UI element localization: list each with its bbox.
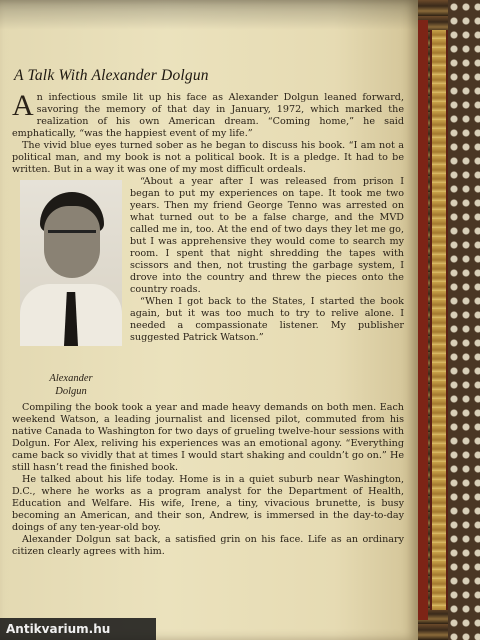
paragraph-2: The vivid blue eyes turned sober as he began to discuss his book. “I am not a political man, and my book is not a political book. It is a pledge. It had to be written. But in a way it was one of my most difficult ordeals. xyxy=(12,140,404,175)
portrait-photo xyxy=(20,180,122,346)
article-title: A Talk With Alexander Dolgun xyxy=(14,67,209,84)
photo-glasses-shape xyxy=(48,230,96,243)
book-edge xyxy=(418,0,480,640)
page-top-shadow xyxy=(0,0,418,30)
caption-line-2: Dolgun xyxy=(55,386,87,397)
photo-caption xyxy=(20,372,122,398)
photo-block xyxy=(20,180,122,398)
book-edge-red-band xyxy=(418,20,428,620)
book-edge-gilt xyxy=(430,30,448,610)
article xyxy=(12,67,404,558)
caption-line-1: Alexander xyxy=(49,373,93,384)
drop-cap: A xyxy=(12,89,34,122)
paragraph-5: Compiling the book took a year and made heavy demands on both men. Each weekend Watson, a leading journalist and licensed pilot, commuted from his native Canada to Washington for two days of grueling twelve-hour sessions with Dolgun. For Alex, reliving his experiences was an emotional agony. “Everything came back so vividly that at times I would start shaking and couldn’t go on.” He still hasn’t read the finished book. xyxy=(12,402,404,473)
book-edge-pattern xyxy=(448,0,480,640)
watermark: Antikvarium.hu xyxy=(0,618,156,640)
paragraph-7: Alexander Dolgun sat back, a satisfied grin on his face. Life as an ordinary citizen clearly agrees with him. xyxy=(12,534,404,557)
paragraph-6: He talked about his life today. Home is in a quiet suburb near Washington, D.C., where he works as a program analyst for the Department of Health, Education and Welfare. His wife, Irene, a tiny, vivacious brunette, is busy becoming an American, and their son, Andrew, is immersed in the day-to-day doings of any ten-year-old boy. xyxy=(12,474,404,533)
paragraph-1-text: n infectious smile lit up his face as Alexander Dolgun leaned forward, savoring the memory of that day in January, 1972, which marked the realization of his own American dream. “Coming home,” he said emphatically, “was the happiest event of my life.” xyxy=(12,92,404,139)
paragraph-3: “About a year after I was released from prison I began to put my experiences on tape. It took me two years. Then my friend George Tenno was arrested on what turned out to be a false charge, and the MVD called me in, too. At the end of two days they let me go, but I was apprehensive they would come to search my room. I spent that night shredding the tapes with scissors and then, not trusting the garbage system, I drove into the country and threw the pieces onto the country roads. xyxy=(130,176,404,295)
paragraph-1 xyxy=(12,89,404,140)
paragraph-4: “When I got back to the States, I started the book again, but it was too much to try to relive alone. I needed a compassionate listener. My publisher suggested Patrick Watson.” xyxy=(130,296,404,343)
